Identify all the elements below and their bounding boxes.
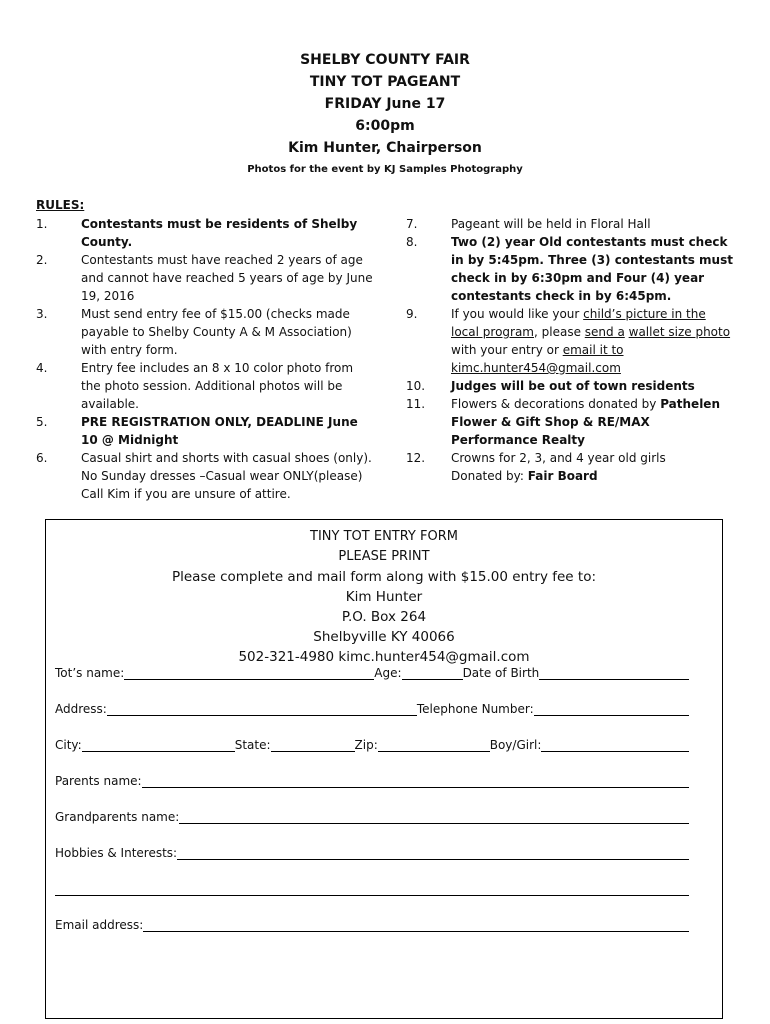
entry-form: [45, 519, 723, 1019]
telephone-label: Telephone Number:: [416, 702, 534, 716]
mail-po-box: P.O. Box 264: [341, 609, 427, 625]
rules-right-column: [406, 215, 736, 485]
boy-girl-label: Boy/Girl:: [489, 738, 542, 752]
rule-item: [36, 413, 376, 449]
rule-text: Judges will be out of town residents: [451, 379, 695, 393]
hobbies-field[interactable]: [177, 845, 689, 860]
rule-item: [406, 449, 736, 485]
rule-text: PRE REGISTRATION ONLY, DEADLINE June 10 @ Midnight: [81, 415, 358, 447]
form-row-hobbies-extra: [55, 881, 689, 896]
rule-number: 8.: [406, 235, 418, 249]
parents-field[interactable]: [142, 773, 689, 788]
rule-text: Two (2) year Old contestants must check in by 5:45pm. Three (3) contestants must check in by 6:30pm and Four (4) year contestants check in by 6:45pm.: [451, 235, 733, 303]
mail-city: Shelbyville KY 40066: [313, 629, 455, 645]
please-print-note: PLEASE PRINT: [338, 549, 430, 564]
rule-text: [451, 305, 736, 377]
rule-text-part: If you would like your: [451, 307, 584, 321]
email-link[interactable]: email it to kimc.hunter454@gmail.com: [451, 343, 624, 375]
rule-text-part: with your entry or: [451, 343, 563, 357]
rule-number: 9.: [406, 307, 418, 321]
rule-text-part: Flowers & decorations donated by: [451, 397, 661, 411]
email-field[interactable]: [143, 917, 689, 932]
form-row-parents: [55, 773, 689, 788]
rule-item: [406, 377, 736, 395]
rule-number: 11.: [406, 397, 426, 411]
rule-item: [406, 395, 736, 449]
tot-name-label: Tot’s name:: [55, 666, 125, 680]
address-field[interactable]: [107, 701, 417, 716]
rule-number: 10.: [406, 379, 426, 393]
form-row-grandparents: [55, 809, 689, 824]
rule-number: 3.: [36, 307, 48, 321]
zip-field[interactable]: [378, 737, 490, 752]
rule-number: 7.: [406, 217, 418, 231]
tot-name-field[interactable]: [124, 665, 374, 680]
form-row-tot: [55, 665, 689, 680]
rule-number: 2.: [36, 253, 48, 267]
grandparents-field[interactable]: [179, 809, 689, 824]
dob-field[interactable]: [539, 665, 689, 680]
rule-item: [36, 215, 376, 251]
age-field[interactable]: [402, 665, 463, 680]
form-row-email: [55, 917, 689, 932]
rule-text-underlined: send a: [584, 325, 625, 339]
rule-text-part: Donated by:: [451, 469, 528, 483]
rule-number: 1.: [36, 217, 48, 231]
rule-text: Must send entry fee of $15.00 (checks made payable to Shelby County A & M Association) with entry form.: [81, 307, 352, 357]
donor-name: Fair Board: [527, 469, 598, 483]
grandparents-label: Grandparents name:: [55, 810, 180, 824]
rule-item: [406, 233, 736, 305]
hobbies-label: Hobbies & Interests:: [55, 846, 178, 860]
rule-item: [36, 251, 376, 305]
rule-item: [36, 449, 376, 503]
city-label: City:: [55, 738, 82, 752]
state-field[interactable]: [271, 737, 355, 752]
rule-text: Pageant will be held in Floral Hall: [451, 217, 651, 231]
rule-text-underlined: child’s picture in the local program: [451, 307, 706, 339]
email-label: Email address:: [55, 918, 144, 932]
fair-title: SHELBY COUNTY FAIR: [300, 52, 470, 68]
hobbies-field-extra[interactable]: [55, 881, 689, 896]
rule-text: [451, 449, 736, 485]
rule-text: [451, 395, 736, 449]
form-row-hobbies: [55, 845, 689, 860]
rule-text: Contestants must have reached 2 years of age and cannot have reached 5 years of age by June 19, 2016: [81, 253, 373, 303]
chairperson: Kim Hunter, Chairperson: [288, 140, 482, 156]
rule-number: 4.: [36, 361, 48, 375]
rule-text-part: , please: [534, 325, 585, 339]
state-label: State:: [234, 738, 271, 752]
entry-form-header: [46, 527, 722, 667]
telephone-field[interactable]: [534, 701, 689, 716]
document-header: [0, 49, 770, 179]
age-label: Age:: [374, 666, 402, 680]
rules-left-column: [36, 215, 376, 503]
rule-text: Entry fee includes an 8 x 10 color photo from the photo session. Additional photos will be available.: [81, 361, 354, 411]
sponsor-name: Pathelen Flower & Gift Shop & RE/MAX Performance Realty: [451, 397, 720, 447]
city-field[interactable]: [82, 737, 235, 752]
rule-item: [406, 305, 736, 377]
form-row-city: [55, 737, 689, 752]
rule-item: [36, 359, 376, 413]
parents-label: Parents name:: [55, 774, 142, 788]
rule-item: [406, 215, 736, 233]
boy-girl-field[interactable]: [541, 737, 689, 752]
rule-number: 5.: [36, 415, 48, 429]
form-row-address: [55, 701, 689, 716]
rule-number: 12.: [406, 451, 426, 465]
event-title: TINY TOT PAGEANT: [309, 74, 461, 90]
mail-instructions: Please complete and mail form along with $15.00 entry fee to:: [171, 569, 597, 585]
address-label: Address:: [55, 702, 107, 716]
rule-text-part: Crowns for 2, 3, and 4 year old girls: [451, 451, 666, 465]
rule-number: 6.: [36, 451, 48, 465]
entry-form-title: TINY TOT ENTRY FORM: [310, 529, 458, 544]
mail-recipient: Kim Hunter: [345, 589, 423, 605]
zip-label: Zip:: [354, 738, 378, 752]
event-time: 6:00pm: [355, 118, 415, 134]
photo-credit: Photos for the event by KJ Samples Photography: [247, 164, 523, 175]
event-date: FRIDAY June 17: [324, 96, 446, 112]
dob-label: Date of Birth: [462, 666, 540, 680]
rule-text: Casual shirt and shorts with casual shoes (only). No Sunday dresses –Casual wear ONLY(please) Call Kim if you are unsure of attire.: [81, 451, 372, 501]
rule-item: [36, 305, 376, 359]
rule-text: Contestants must be residents of Shelby County.: [81, 217, 358, 249]
rule-text-underlined: wallet size photo: [628, 325, 731, 339]
rules-heading: RULES:: [36, 198, 85, 212]
contact-info: 502-321-4980 kimc.hunter454@gmail.com: [238, 649, 530, 665]
